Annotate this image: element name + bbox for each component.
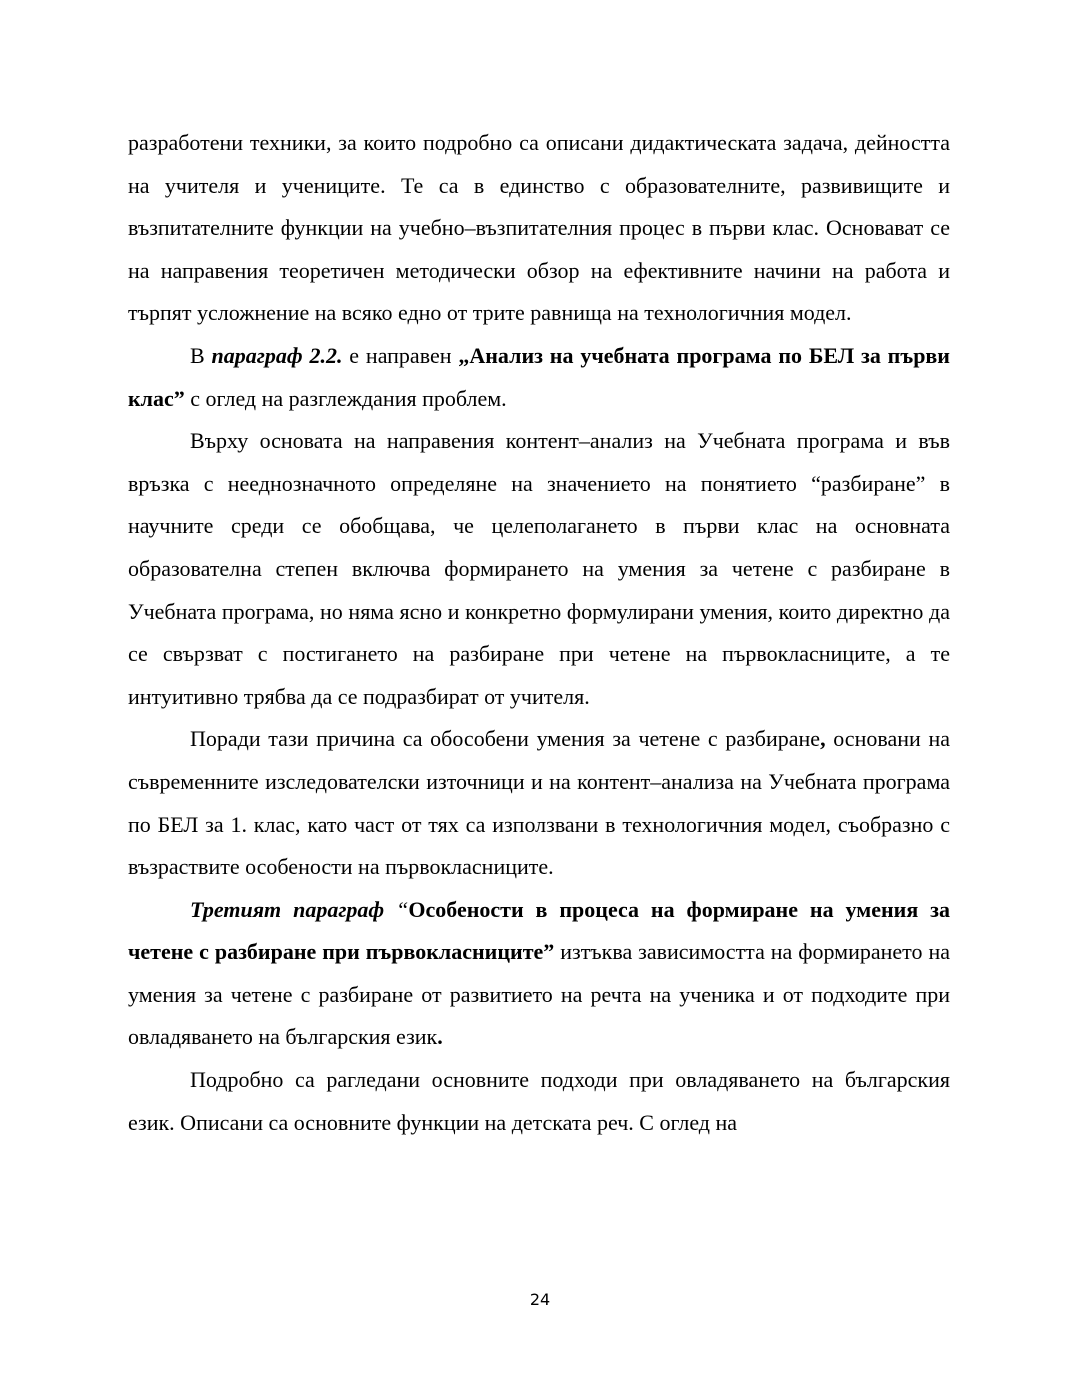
paragraph-text: основани на съвременните изследователски източници и на контент–анализа на Учебната програма по БЕЛ за 1. клас, като част от тях са използвани в технологичния модел, съобразно с възраствите особености на първокласниците. xyxy=(128,726,950,880)
document-body xyxy=(128,122,950,1144)
paragraph-text: с оглед на разглеждания проблем. xyxy=(184,385,507,411)
paragraph-text: Върху основата на направения контент–анализ на Учебната програма и във връзка с нееднозначното определяне на значението на понятието “разбиране” в научните среди се обобщава, че целеполагането в първи клас на основната образователна степен включва формирането на умения за четене с разбиране в Учебната програма, но няма ясно и конкретно формулирани умения, които директно да се свързват с постигането на разбиране при четене на първокласниците, а те интуитивно трябва да се подразбират от учителя. xyxy=(128,428,950,709)
bold-comma: , xyxy=(820,726,826,752)
paragraph-reading-skills xyxy=(128,718,950,888)
paragraph-text: изтъква зависимостта на формирането на умения за четене с разбиране от развитието на речта на ученика и от подходите при овладяването на българския език xyxy=(128,939,950,1050)
paragraph-content-analysis xyxy=(128,420,950,718)
paragraph-third-section xyxy=(128,889,950,1059)
paragraph-text: разработени техники, за които подробно са описани дидактическата задача, дейността на учителя и учениците. Те са в единство с образователните, развивищите и възпитателните функции на учебно–възпитателния процес в първи клас. Основават се на направения теоретичен методически обзор на ефективните начини на работа и търпят усложнение на всяко едно от трите равнища на технологичния модел. xyxy=(128,130,950,326)
page-number: 24 xyxy=(529,1290,551,1309)
section-title: „Анализ на учебната програма по БЕЛ за първи клас” xyxy=(128,342,950,411)
bold-period: . xyxy=(437,1024,443,1050)
section-reference: параграф 2.2. xyxy=(211,342,343,368)
paragraph-approaches xyxy=(128,1059,950,1144)
section-title: Особености в процеса на формиране на умения за четене с разбиране при първокласниците” xyxy=(128,896,950,965)
paragraph-text: е направен xyxy=(342,342,459,368)
opening-quote: “ xyxy=(396,896,409,922)
paragraph-text: Поради тази причина са обособени умения за четене с разбиране xyxy=(190,726,821,752)
section-reference: Третият параграф xyxy=(190,896,397,922)
paragraph-text: В xyxy=(190,342,212,368)
paragraph-section-2-2 xyxy=(128,335,950,420)
paragraph-text: Подробно са рагледани основните подходи при овладяването на българския език. Описани са основните функции на детската реч. С оглед на xyxy=(128,1067,950,1135)
paragraph-techniques xyxy=(128,122,950,335)
